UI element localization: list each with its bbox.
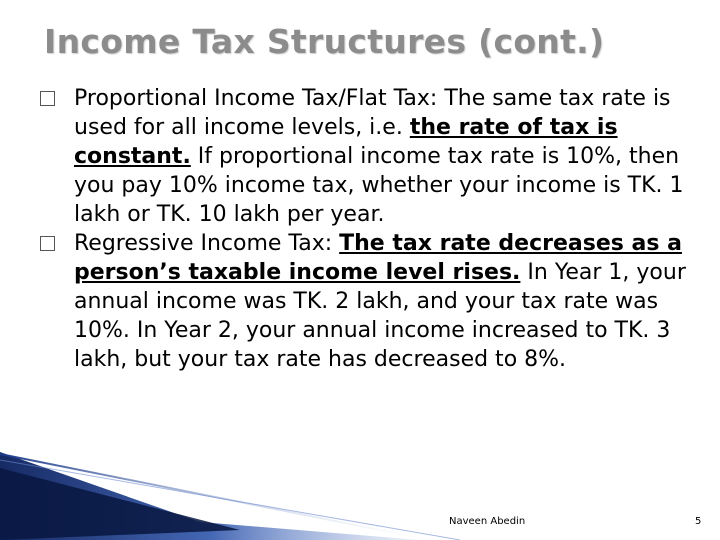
bullet-emphasis-text: The tax rate decreases as a person’s taxable income level rises. <box>74 231 682 285</box>
bullet-tail-text: If proportional income tax rate is 10%, then you pay 10% income tax, whether your income is TK. 1 lakh or TK. 10 lakh per year. <box>74 144 684 227</box>
bullet-box-icon <box>40 236 55 251</box>
slide-title: Income Tax Structures (cont.) <box>44 22 605 61</box>
bullet-lead-text: Proportional Income Tax/Flat Tax: The same tax rate is used for all income levels, i.e. <box>74 86 671 140</box>
bullet-item-proportional-tax <box>40 84 690 229</box>
bullet-list <box>40 84 690 374</box>
bullet-item-regressive-tax <box>40 229 690 374</box>
decorative-swoosh <box>0 430 720 540</box>
bullet-lead-text: Regressive Income Tax: <box>74 231 340 256</box>
bullet-tail-text: In Year 1, your annual income was TK. 2 lakh, and your tax rate was 10%. In Year 2, your annual income increased to TK. 3 lakh, but your tax rate has decreased to 8%. <box>74 260 686 372</box>
bullet-emphasis-text: the rate of tax is constant. <box>74 115 618 169</box>
bullet-box-icon <box>40 91 55 106</box>
footer-author: Naveen Abedin <box>449 516 526 527</box>
page-number: 5 <box>695 516 702 527</box>
